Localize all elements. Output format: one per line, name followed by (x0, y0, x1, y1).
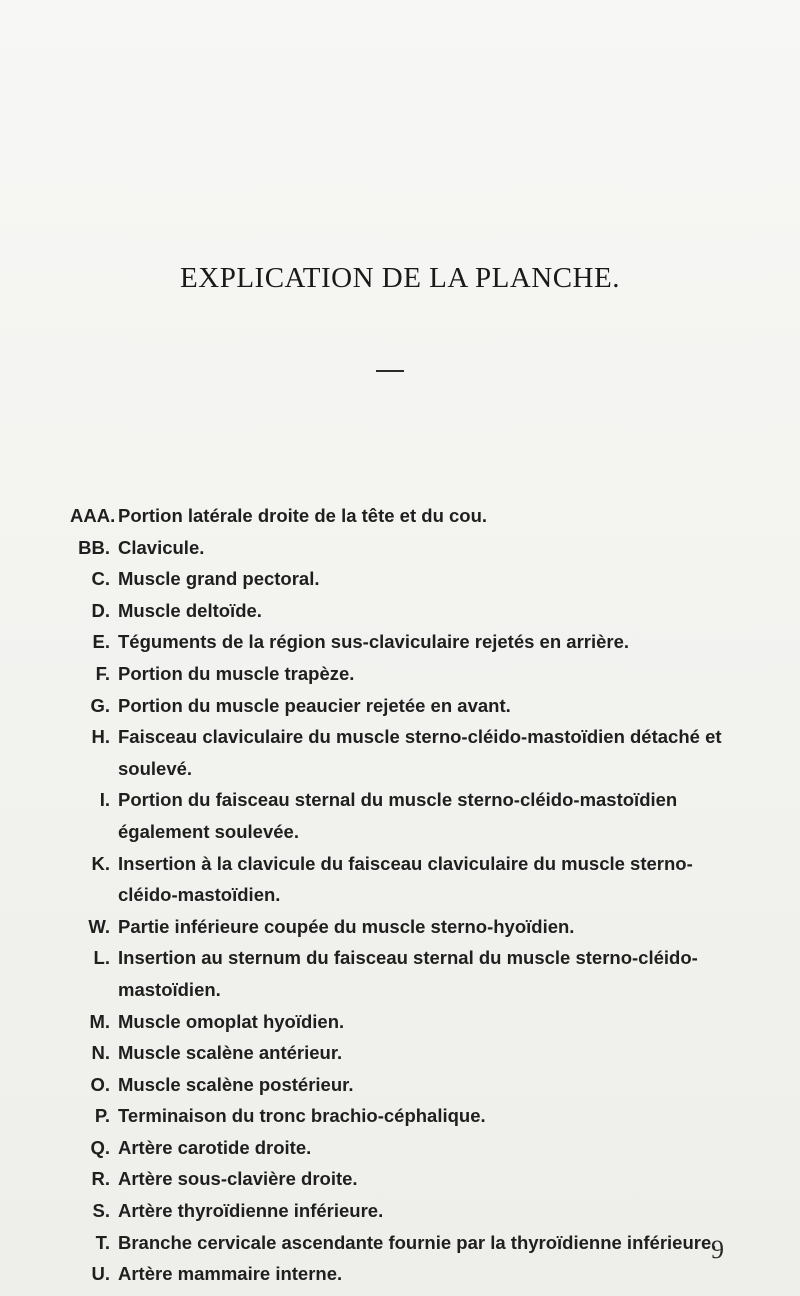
legend-key: BB. (78, 536, 110, 558)
legend-key: O. (90, 1073, 110, 1095)
page-title: EXPLICATION DE LA PLANCHE. (180, 262, 620, 294)
legend-key: L. (93, 947, 110, 969)
legend-entry-o (70, 1069, 750, 1101)
legend-text: Insertion au sternum du faisceau sternal du muscle sterno-cléido-mastoïdien. (118, 947, 698, 1000)
legend-key: M. (89, 1010, 110, 1032)
legend-text: Téguments de la région sus-claviculaire rejetés en arrière. (118, 631, 630, 653)
legend-text: Branche cervicale ascendante fournie par la thyroïdienne inférieure. (118, 1231, 717, 1253)
legend-key: T. (95, 1231, 110, 1253)
legend-key: I. (99, 789, 110, 811)
legend-text: Artère mammaire interne. (118, 1263, 343, 1285)
legend-entry-aaa (70, 500, 750, 532)
legend-entry-g (70, 690, 750, 722)
legend-entry-f (70, 658, 750, 690)
legend-text: Muscle deltoïde. (118, 599, 262, 621)
legend-text: Muscle omoplat hyoïdien. (118, 1010, 345, 1032)
legend-text: Portion du faisceau sternal du muscle sterno-cléido-mastoïdien également soulevée. (118, 789, 678, 842)
legend-key: G. (90, 694, 110, 716)
legend-entry-s (70, 1195, 750, 1227)
legend-key: D. (91, 599, 110, 621)
legend-entry-t (70, 1227, 750, 1259)
legend-key: H. (91, 726, 110, 748)
legend-key: Q. (90, 1136, 110, 1158)
legend-entry-n (70, 1037, 750, 1069)
legend-text: Portion latérale droite de la tête et du cou. (118, 505, 488, 526)
legend-key: E. (92, 631, 110, 653)
legend-text: Muscle scalène antérieur. (118, 1042, 343, 1064)
legend-text: Insertion à la clavicule du faisceau claviculaire du muscle sterno-cléido-mastoïdien. (118, 852, 693, 906)
legend-entry-c (70, 563, 750, 595)
legend-key: S. (92, 1200, 110, 1222)
legend-text: Muscle grand pectoral. (118, 568, 320, 590)
legend-entry-i (70, 784, 750, 847)
title-divider (376, 370, 404, 372)
legend-key: R. (91, 1168, 110, 1190)
legend-entry-d (70, 595, 750, 627)
legend-entry-k (70, 848, 750, 911)
legend-entry-u (70, 1258, 750, 1290)
legend-entry-q (70, 1132, 750, 1164)
legend-text: Artère carotide droite. (118, 1136, 312, 1158)
legend-entry-r (70, 1163, 750, 1195)
legend-entry-m (70, 1006, 750, 1038)
legend-entry-bb (70, 532, 750, 564)
legend-text: Portion du muscle peaucier rejetée en avant. (118, 694, 511, 716)
legend-entry-p (70, 1100, 750, 1132)
legend-entry-h (70, 721, 750, 784)
legend-text: Portion du muscle trapèze. (118, 662, 355, 684)
legend-text: Clavicule. (118, 536, 205, 558)
legend-key: K. (91, 852, 110, 874)
legend-entry-l (70, 942, 750, 1005)
legend-entry-w (70, 911, 750, 943)
plate-legend (70, 500, 750, 1290)
legend-text: Faisceau claviculaire du muscle sterno-cléido-mastoïdien détaché et soulevé. (118, 726, 722, 779)
legend-key: C. (91, 568, 110, 590)
legend-key: AAA. (70, 505, 116, 526)
page-number: 9 (711, 1235, 724, 1264)
legend-key: W. (88, 915, 110, 937)
legend-entry-e (70, 626, 750, 658)
legend-text: Partie inférieure coupée du muscle sterno-hyoïdien. (118, 915, 575, 937)
legend-key: F. (95, 662, 110, 684)
legend-text: Artère sous-clavière droite. (118, 1168, 358, 1190)
legend-key: P. (94, 1105, 110, 1127)
legend-text: Muscle scalène postérieur. (118, 1073, 354, 1095)
legend-key: N. (91, 1042, 110, 1064)
legend-text: Terminaison du tronc brachio-céphalique. (118, 1105, 486, 1127)
legend-key: U. (91, 1263, 110, 1285)
legend-text: Artère thyroïdienne inférieure. (118, 1200, 384, 1222)
